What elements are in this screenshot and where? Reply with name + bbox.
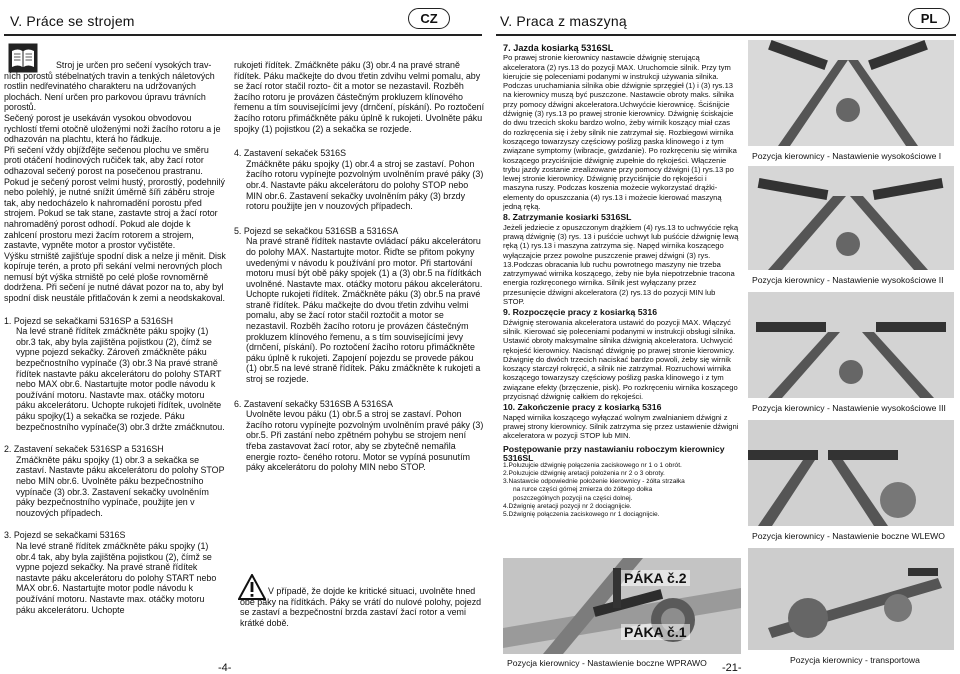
handlebar-levers-photo (503, 558, 741, 654)
section-6-body: Uvolněte levou páku (1) obr.5 a stroj se zastaví. Pohon žacího rotoru vypínejte pozvolným uvolněním pravé páky (3) obr.5. Při zastání nebo zpětném pohybu se strojem není třeba zastavovat žací rotor, aby se zbytečně nemařila energie rozto- čeného rotoru. Motor se vypíná posunutím páky akcelerátoru do polohy MIN nebo STOP. (246, 409, 484, 473)
section-3-title: 3. Pojezd se sekačkami 5316S (4, 530, 126, 541)
procedure-step-4: 4.Dźwignię aretacji pozycji nr 2 dociągnijcie. (503, 502, 632, 510)
section-10-title: 10. Zakończenie pracy z kosiarką 5316 (503, 402, 662, 413)
intro-paragraph-4: Výšku strniště zajišťuje spodní disk a nelze ji měnit. Disk kopíruje terén, a proto při sekání velmi nerovných ploch nemusí být výška strniště po celé ploše rovnoměrně dodržena. Při sečení je nutné dávat pozor na to, aby byl spodní disk neustále přitlačován k zemi a neodskakoval. (4, 250, 226, 304)
caption-side-right: Pozycja kierownicy - Nastawienie boczne WPRAWO (507, 658, 707, 668)
intro-paragraph-3: Při sečení vždy objížďějte sečenou plochu ve směru proti otáčení hodinových ručiček tak, aby žací rotor odhazoval sečený porost na posečenou prastranu. Pokud je sečený porost velmi hustý, prorostlý, podehnilý nebo polehlý, je nutné snížit úměrně šíři záběru stroje tak, aby nedocházelo k nahromadění porostu před strojem. Pokud se tak stane, zastavte stroj a žací rotor nahromaděný porost odhodí. Pokud ale dojde k zahlcení prostoru mezi žacím rotorem a strojem, zastavte, vypněte motor a prostor vyčistěte. (4, 144, 225, 251)
caption-height-3: Pozycja kierownicy - Nastawienie wysokościowe III (752, 403, 946, 413)
section-3-continued: rukojeti řídítek. Zmáčkněte páku (3) obr.4 na pravé straně řídítek. Páku mačkejte do dvou třetin zdvihu velmi pomalu, aby se žací rotor stačil rozto- čit a motor se nezastavil. Rozběh žacího rotoru je provázen částečným prokluzem klínového řemenu a tím souvisejícími jevy (drnčení, pískání). Po roztočení žacího rotoru přimáčkněte páku úplně k rukojeti. Uvolněte páku spojky (1) pojistkou (2) a sekačka se rozjede. (234, 60, 485, 134)
handlebar-photo-transport (748, 548, 954, 650)
handlebar-photo-side-left (748, 420, 954, 526)
procedure-step-3: 3.Nastawcie odpowiednie położenie kierownicy - żółta strzałka (503, 478, 685, 486)
procedure-step-2: 2.Poluzujcie dźwignię aretacji położenia nr 2 o 3 obroty. (503, 470, 665, 478)
section-9-body: Dźwignię sterowania akceleratora ustawić do pozycji MAX. Włączyć silnik. Kierować się poleceniami podanymi w instrukcji obsługi silnika. Ustawić obroty maksymalne silnika dźwignią akceleratora. Uchwycić rękojeść kierownicy. Nacisnąć dźwignię po prawej stronie kierownicy. Dźwignię do dwóch trzecich naciskać bardzo powoli, żeby się wirnik koszący starczył rokręcić, a silnik nie zatrzymał. Rozruchowi wirnika koszącego towarzyszy częściowy poślizg paska klinowego i z tym związane efekty (brzęczenie, pisk). Po rozkręceniu wirnika koszącego przycisnąć dźwignię całkiem do rękojeści. (503, 317, 738, 401)
caption-transport: Pozycja kierownicy - transportowa (790, 655, 920, 665)
intro-paragraph-1: ních porostů stébelnatých travin a tenkých náletových rostlin nedřevinatého charakteru na udržovaných plochách. Není určen pro parkovou úpravu trávních porostů. (4, 70, 215, 113)
section-2-body: Zmáčkněte páku spojky (1) obr.3 a sekačka se zastaví. Nastavte páku akcelerátoru do polohy STOP nebo MIN obr.6. Uvolněte páku bezpečnostního vypínače (3) obr.3. Zastavení sekačky uvolněním páky bezpečnostního vypínače, použijte jen v nouzových případech. (16, 454, 225, 518)
procedure-step-3-line-2: na rurce części górnej zmierza do żółtego dołka (513, 486, 653, 494)
language-badge-cz: CZ (408, 8, 450, 29)
section-9-title: 9. Rozpoczęcie pracy z kosiarką 5316 (503, 307, 658, 318)
section-7-title: 7. Jazda kosiarką 5316SL (503, 43, 614, 53)
handlebar-photo-height-1 (748, 40, 954, 146)
header-rule-right (496, 34, 956, 36)
warning-text: V případě, že dojde ke kritické situaci, uvolněte hned obě páky na řídítkách. Páky se vrátí do nulové polohy, pojezd se zastaví a bezpečnostní brzda zastaví žací rotor a vemi krátké době. (240, 586, 482, 628)
section-4-title: 4. Zastavení sekaček 5316S (234, 148, 346, 159)
section-5-body: Na pravé straně řídítek nastavte ovládací páku akcelerátoru do polohy MAX. Nastartujte motor. Řiďte se přitom pokyny uvedenými v návodu k používání pro motor. Při startování motoru musí být obě páky spojek (1) a (3) obr.5 na řídítkách uvolněné. Nastavte max. otáčky motoru pákou akcelerátoru. Uchopte rukojeti řídítek. Zmáčkněte páku (3) obr.5 na pravé straně řídítek. Páku mačkejte do dvou třetin zdvihu velmi pomalu, aby se žací rotor stačil roztočit a motor se nezastavil. Rozběh žacího rotoru je provázen částečným prokluzem klínového řemenu, a s tím souvisejícími jevy (drnčení, pískání). Po roztočení žacího rotoru přimáčkněte páku úplně k rukojeti. Zapojení pojezdu se provede pákou (1) obr.5 na levé straně řídítek. Páku zmáčkněte k rukojeti a stroj se rozjede. (246, 236, 483, 385)
handlebar-photo-height-2 (748, 166, 954, 270)
section-4-body: Zmáčkněte páku spojky (1) obr.4 a stroj se zastaví. Pohon žacího rotoru vypínejte pozvolným uvolněním pravé páky (3) obr.4. Nastavte páku akcelerátoru do polohy STOP nebo MIN obr.6. Zastavení sekačky uvolněním páky (3) brzdy rotoru použijte jen v nouzových případech. (246, 158, 484, 212)
intro-paragraph-2: Sečený porost je usekáván vysokou obvodovou rychlostí třemi otočně uloženými noži žacího rotoru a je odhazován na plachtu, která ho řádkuje. (4, 112, 221, 145)
intro-line-1: Stroj je určen pro sečení vysokých trav- (56, 60, 212, 70)
section-8-title: 8. Zatrzymanie kosiarki 5316SL (503, 212, 632, 223)
left-page-number: -4- (218, 662, 232, 674)
procedure-title: Postępowanie przy nastawianiu roboczym kierownicy 5316SL (503, 444, 725, 463)
section-1-body: Na levé straně řídítek zmáčkněte páku spojky (1) obr.3 tak, aby byla zajištěna pojistkou (2), čímž se vypne pojezd sekačky. Zároveň zmáčkněte páku bezpečnostního vypínače (3) obr.3 Na pravé straně řídítek nastavte páku akcelerátoru do polohy START nebo MAX obr.6. Nastartujte motor podle návodu k používání motoru. Nastavte max. otáčky motoru páku akcelerátoru. Uchopte rukojeti řídítek, uvolněte páku spojky(1) a sekačka se rozjede. Páku bezpečnostního vypínače(3) obr.3 držte zmáčknutou. (16, 326, 225, 432)
section-5-title: 5. Pojezd se sekačkou 5316SB a 5316SA (234, 225, 399, 236)
right-page-title: V. Praca z maszyną (500, 13, 627, 29)
procedure-step-1: 1.Poluzujcie dźwignię połączenia zaciskowego nr 1 o 1 obrót. (503, 461, 682, 469)
procedure-step-3-line-3: poszczególnych pozycji na części dolnej. (513, 494, 633, 502)
left-column-2 (234, 60, 486, 473)
section-1-title: 1. Pojezd se sekačkami 5316SP a 5316SH (4, 315, 174, 326)
section-8-body: Jeżeli jedziecie z opuszczonym drążkiem (4) rys.13 to uchwyćcie ręką prawą dźwignię (3) rys. 13 i puśćcie uchwyt lub puśćcie dźwignię lewą ręką (1) rys.13 i maszyna zatrzyma się. Napęd wirnika koszącego wyłączajcie przez powolne puszczenie prawej dźwigni (3) rys. 13.Podczas obracania lub ruchu powrotnego maszyny nie trzeba zatrzymywać wirnika koszącego, żeby nie była niepotrzebnie tracona energia rozkręconego wirnika. Silnik jest wyłączany przez przesunięcie dźwigni akceleratora (2) rys.13 do pozycji MIN lub STOP. (503, 222, 739, 307)
section-7-body: Po prawej stronie kierownicy nastawcie dźwignię sterującą akceleratora (2) rys.13 do pozycji MAX. Uruchomcie silnik. Przy tym kierujcie się poleceniami podanymi w instrukcji używania silnika. Podczas uruchamiania silnika obie dźwignie sprzęgieł (1) i (3) rys.13 na kierownicy muszą być puszczone. Nastawcie obroty maks. silnika przy pomocy dźwigni akceleratora.Uchwyćcie kierownicę. Ściśnijcie dźwignię (3) rys.13 po prawej stronie kierownicy. Dźwignię ściskajcie do dwu trzecich skoku bardzo wolno, żeby wirnik koszący miał czas do rozkręcenia się i żeby silnik nie zatrzymał się. Rozbiegowi wirnika koszącego towarzyszy częściowy poślizg paska klinowego i z tym związane symptomy (wibracje, gwizdanie). Po rozkręceniu się wirnika koszącego przyciśnijcie dźwignię zupełnie do rękojeści. Włączenie trybu jazdy zostanie zrealizowane przy pomocy dźwigni (1) rys.13 po lewej stronie kierownicy. Dźwignię przyciśnijcie do rękojeści i maszyna ruszy. Podczas koszenia możecie wykorzystać drążki-elementy do opuszczania (4) rys.13 i możecie kierować maszyną jedną ręką. (503, 53, 737, 212)
left-column-1 (4, 60, 226, 615)
polish-column (503, 42, 739, 519)
right-page-number: -21- (722, 662, 742, 674)
lever-2-label: PÁKA č.2 (621, 570, 690, 586)
section-6-title: 6. Zastavení sekačky 5316SB A 5316SA (234, 398, 393, 409)
procedure-step-5: 5.Dźwignię połączenia zaciskowego nr 1 dociągnijcie. (503, 511, 660, 519)
section-2-title: 2. Zastavení sekaček 5316SP a 5316SH (4, 444, 164, 455)
language-badge-pl: PL (908, 8, 950, 29)
header-rule-left (4, 34, 482, 36)
left-page-title: V. Práce se strojem (10, 13, 135, 29)
lever-1-label: PÁKA č.1 (621, 624, 690, 640)
caption-height-2: Pozycja kierownicy - Nastawienie wysokościowe II (752, 275, 944, 285)
caption-height-1: Pozycja kierownicy - Nastawienie wysokościowe I (752, 151, 942, 161)
section-3-body: Na levé straně řídítek zmáčkněte páku spojky (1) obr.4 tak, aby byla zajištěna pojistkou (2), čímž se vypne pojezd sekačky. Na pravé straně řídítek nastavte páku akcelerátoru do polohy START nebo MAX obr.6. Nastartujte motor podle návodu k používání motoru. Nastavte max. otáčky motoru páku akcelerátoru. Uchopte (16, 540, 217, 615)
handlebar-photo-height-3 (748, 292, 954, 398)
caption-side-left: Pozycja kierownicy - Nastawienie boczne WLEWO (752, 531, 945, 541)
section-10-body: Napęd wirnika koszącego wyłączać wolnym zwalnianiem dźwigni z prawej strony kierownicy. Silnik zatrzyma się przez ustawienie dźwigni akceleratora w pozycji STOP lub MIN. (503, 412, 739, 441)
